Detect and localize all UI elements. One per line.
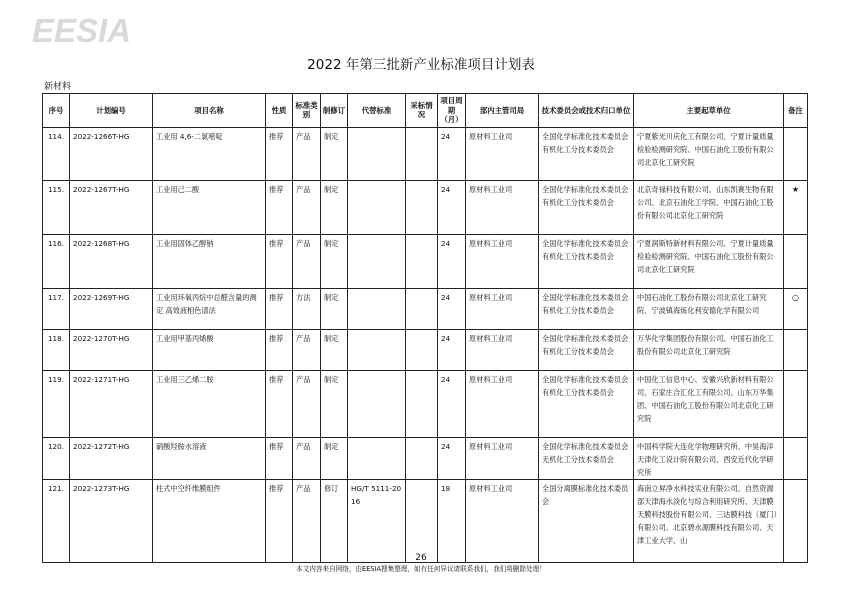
table-row: [43, 180, 808, 234]
department: 原材料工业司: [466, 370, 539, 437]
header-cell: 项目名称: [153, 94, 266, 128]
standard-category: 产品: [293, 234, 321, 288]
header-cell: 标准类别: [293, 94, 321, 128]
standards-plan-table: [42, 93, 808, 563]
footer-disclaimer: 本文内容来自网络，由EESIA搜集整理，如有任何异议请联系我们，我们将删除处理！: [296, 565, 546, 573]
note: ○: [784, 288, 808, 329]
project-name: 工业用固体乙醇钠: [153, 234, 266, 288]
revision-type: 制定: [321, 329, 348, 370]
drafting-units: 海南立昇净水科技实业有限公司、自然资源部天津海水淡化与综合利用研究所、天津膜天膜科技股份有限公司、三达膜科技（厦门）有限公司、北京碧水源膜科技有限公司、天津工业大学、山: [634, 479, 784, 562]
replaced-standard: [348, 127, 406, 180]
standard-category: 产品: [293, 479, 321, 562]
adoption-status: [406, 437, 438, 479]
nature: 推荐: [266, 180, 293, 234]
header-cell: 技术委员会或技术归口单位: [539, 94, 634, 128]
nature: 推荐: [266, 437, 293, 479]
technical-committee: 全国化学标准化技术委员会无机化工分技术委员会: [539, 437, 634, 479]
technical-committee: 全国化学标准化技术委员会有机化工分技术委员会: [539, 370, 634, 437]
drafting-units: 宁夏润斯特新材料有限公司、宁夏计量质量检验检测研究院、中国石油化工股份有限公司北京化工研究院: [634, 234, 784, 288]
table-header-row: [43, 94, 808, 128]
nature: 推荐: [266, 127, 293, 180]
table-row: [43, 127, 808, 180]
header-cell: 代替标准: [348, 94, 406, 128]
revision-type: 制定: [321, 234, 348, 288]
table-row: [43, 329, 808, 370]
revision-type: 修订: [321, 479, 348, 562]
project-cycle: 24: [438, 234, 466, 288]
department: 原材料工业司: [466, 180, 539, 234]
replaced-standard: [348, 437, 406, 479]
project-name: 工业用甲基丙烯酸: [153, 329, 266, 370]
standard-category: 产品: [293, 329, 321, 370]
adoption-status: [406, 288, 438, 329]
technical-committee: 全国分离膜标准化技术委员会: [539, 479, 634, 562]
nature: 推荐: [266, 234, 293, 288]
revision-type: 制定: [321, 180, 348, 234]
nature: 推荐: [266, 329, 293, 370]
adoption-status: [406, 234, 438, 288]
plan-code: 2022-1271T-HG: [70, 370, 153, 437]
document-title: 2022 年第三批新产业标准项目计划表: [307, 57, 535, 73]
technical-committee: 全国化学标准化技术委员会有机化工分技术委员会: [539, 127, 634, 180]
header-cell: 性质: [266, 94, 293, 128]
row-number: 117.: [43, 288, 70, 329]
drafting-units: 北京奇禄科技有限公司、山东凯赛生物有限公司、北京石油化工学院、中国石油化工股份有限公司北京化工研究院: [634, 180, 784, 234]
revision-type: 制定: [321, 127, 348, 180]
nature: 推荐: [266, 479, 293, 562]
department: 原材料工业司: [466, 479, 539, 562]
row-number: 114.: [43, 127, 70, 180]
page-number: 26: [415, 553, 427, 563]
row-number: 119.: [43, 370, 70, 437]
header-cell: 序号: [43, 94, 70, 128]
table-row: [43, 370, 808, 437]
header-cell: 制修订: [321, 94, 348, 128]
replaced-standard: [348, 370, 406, 437]
row-number: 120.: [43, 437, 70, 479]
project-name: 柱式中空纤维膜组件: [153, 479, 266, 562]
note: [784, 479, 808, 562]
project-cycle: 24: [438, 288, 466, 329]
department: 原材料工业司: [466, 234, 539, 288]
drafting-units: 中国化工信息中心、安徽兴欣新材料有限公司、石家庄合汇化工有限公司、山东万华集团、中国石油化工股份有限公司北京化工研究院: [634, 370, 784, 437]
technical-committee: 全国化学标准化技术委员会有机化工分技术委员会: [539, 234, 634, 288]
note: [784, 234, 808, 288]
nature: 推荐: [266, 370, 293, 437]
replaced-standard: [348, 180, 406, 234]
department: 原材料工业司: [466, 288, 539, 329]
table-row: [43, 234, 808, 288]
plan-code: 2022-1270T-HG: [70, 329, 153, 370]
project-name: 工业用环氧丙烷中总醛含量的测定 高效液相色谱法: [153, 288, 266, 329]
project-cycle: 24: [438, 329, 466, 370]
project-name: 硝酸羟胺水溶液: [153, 437, 266, 479]
table-row: [43, 288, 808, 329]
header-cell: 采标情况: [406, 94, 438, 128]
row-number: 121.: [43, 479, 70, 562]
department: 原材料工业司: [466, 329, 539, 370]
project-cycle: 24: [438, 370, 466, 437]
adoption-status: [406, 127, 438, 180]
technical-committee: 全国化学标准化技术委员会有机化工分技术委员会: [539, 288, 634, 329]
standard-category: 产品: [293, 370, 321, 437]
adoption-status: [406, 370, 438, 437]
department: 原材料工业司: [466, 127, 539, 180]
plan-code: 2022-1268T-HG: [70, 234, 153, 288]
technical-committee: 全国化学标准化技术委员会有机化工分技术委员会: [539, 180, 634, 234]
adoption-status: [406, 329, 438, 370]
row-number: 115.: [43, 180, 70, 234]
department: 原材料工业司: [466, 437, 539, 479]
standard-category: 产品: [293, 437, 321, 479]
project-cycle: 24: [438, 180, 466, 234]
header-cell: 主要起草单位: [634, 94, 784, 128]
note: [784, 127, 808, 180]
eesia-logo: EESIA: [32, 12, 132, 49]
adoption-status: [406, 180, 438, 234]
row-number: 118.: [43, 329, 70, 370]
header-cell: 项目周期（月）: [438, 94, 466, 128]
drafting-units: 宁夏紫光川庆化工有限公司、宁夏计量质量检验检测研究院、中国石油化工股份有限公司北京化工研究院: [634, 127, 784, 180]
header-cell: 部内主管司局: [466, 94, 539, 128]
technical-committee: 全国化学标准化技术委员会有机化工分技术委员会: [539, 329, 634, 370]
project-name: 工业用己二酸: [153, 180, 266, 234]
table-row: [43, 479, 808, 562]
revision-type: 制定: [321, 437, 348, 479]
plan-code: 2022-1267T-HG: [70, 180, 153, 234]
note: [784, 437, 808, 479]
header-cell: 备注: [784, 94, 808, 128]
plan-code: 2022-1269T-HG: [70, 288, 153, 329]
note: [784, 370, 808, 437]
drafting-units: 万华化学集团股份有限公司、中国石油化工股份有限公司北京化工研究院: [634, 329, 784, 370]
drafting-units: 中国石油化工股份有限公司北京化工研究院、宁波镇海炼化利安德化学有限公司: [634, 288, 784, 329]
note: ★: [784, 180, 808, 234]
adoption-status: [406, 479, 438, 562]
table-row: [43, 437, 808, 479]
revision-type: 制定: [321, 370, 348, 437]
plan-code: 2022-1273T-HG: [70, 479, 153, 562]
standard-category: 产品: [293, 180, 321, 234]
drafting-units: 中国科学院大连化学物理研究所、中昊海洋天津化工设计院有限公司、西安近代化学研究所: [634, 437, 784, 479]
revision-type: 制定: [321, 288, 348, 329]
nature: 推荐: [266, 288, 293, 329]
project-cycle: 24: [438, 127, 466, 180]
plan-code: 2022-1266T-HG: [70, 127, 153, 180]
header-cell: 计划编号: [70, 94, 153, 128]
section-label: 新材料: [44, 82, 72, 92]
standard-category: 产品: [293, 127, 321, 180]
project-cycle: 24: [438, 437, 466, 479]
replaced-standard: [348, 234, 406, 288]
project-name: 工业用三乙烯二胺: [153, 370, 266, 437]
project-name: 工业用 4,6-二氯嘧啶: [153, 127, 266, 180]
replaced-standard: [348, 329, 406, 370]
project-cycle: 18: [438, 479, 466, 562]
row-number: 116.: [43, 234, 70, 288]
standard-category: 方法: [293, 288, 321, 329]
note: [784, 329, 808, 370]
plan-code: 2022-1272T-HG: [70, 437, 153, 479]
replaced-standard: [348, 288, 406, 329]
replaced-standard: HG/T 5111-2016: [348, 479, 406, 562]
